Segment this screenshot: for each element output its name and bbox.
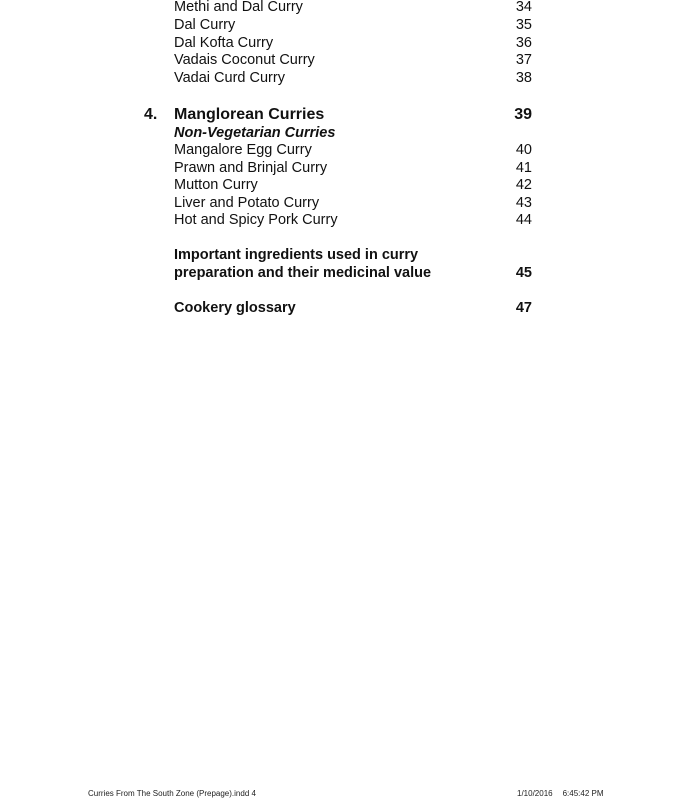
glossary-title: Cookery glossary [174, 300, 296, 316]
subheading: Non-Vegetarian Curries [174, 125, 336, 141]
toc-entry [174, 176, 532, 194]
toc-entry-page: 36 [515, 35, 532, 51]
section-heading [144, 105, 532, 125]
section-number: 4. [144, 106, 158, 123]
toc-entry [174, 69, 532, 87]
toc-entry-title: Mutton Curry [174, 177, 258, 193]
toc-entry-title: Hot and Spicy Pork Curry [174, 212, 338, 228]
toc-entry-title: Prawn and Brinjal Curry [174, 160, 328, 176]
toc-entry [174, 159, 532, 177]
toc-entry-title: Dal Kofta Curry [174, 35, 274, 51]
toc-entry-title: Vadai Curd Curry [174, 70, 285, 86]
toc-entry [174, 194, 532, 212]
toc-entry-page: 38 [515, 70, 532, 86]
toc-entry-page: 43 [515, 195, 532, 211]
toc-entry [174, 0, 532, 16]
toc-entry-page: 37 [515, 52, 532, 68]
toc-entry-page: 40 [515, 142, 532, 158]
toc-entry [174, 141, 532, 159]
ingredients-page: 45 [515, 265, 532, 281]
toc-entry-title: Methi and Dal Curry [174, 0, 303, 15]
ingredients-line1: Important ingredients used in curry [174, 247, 419, 263]
toc-entry-title: Dal Curry [174, 17, 236, 33]
toc-entry [174, 51, 532, 69]
toc-entry-title: Mangalore Egg Curry [174, 142, 312, 158]
toc-entry-title: Vadais Coconut Curry [174, 52, 315, 68]
section-page: 39 [514, 106, 532, 123]
ingredients-entry [174, 246, 532, 282]
toc-entry-page: 41 [515, 160, 532, 176]
toc-entry-page: 44 [515, 212, 532, 228]
toc-entry-page: 35 [515, 17, 532, 33]
toc-entry [174, 16, 532, 34]
footer-date: 1/10/2016 [517, 789, 553, 798]
toc-entry-page: 42 [515, 177, 532, 193]
footer-timestamp [517, 789, 604, 799]
footer-filename: Curries From The South Zone (Prepage).indd 4 [88, 789, 256, 798]
toc-entry [174, 211, 532, 229]
toc-entry-page: 34 [515, 0, 532, 15]
toc-entry-title: Liver and Potato Curry [174, 195, 320, 211]
ingredients-line2: preparation and their medicinal value [174, 265, 432, 281]
footer-time: 6:45:42 PM [562, 789, 604, 798]
section-title: Manglorean Curries [174, 106, 325, 123]
glossary-entry [174, 299, 532, 317]
toc-entry [174, 34, 532, 52]
glossary-page: 47 [515, 300, 532, 316]
